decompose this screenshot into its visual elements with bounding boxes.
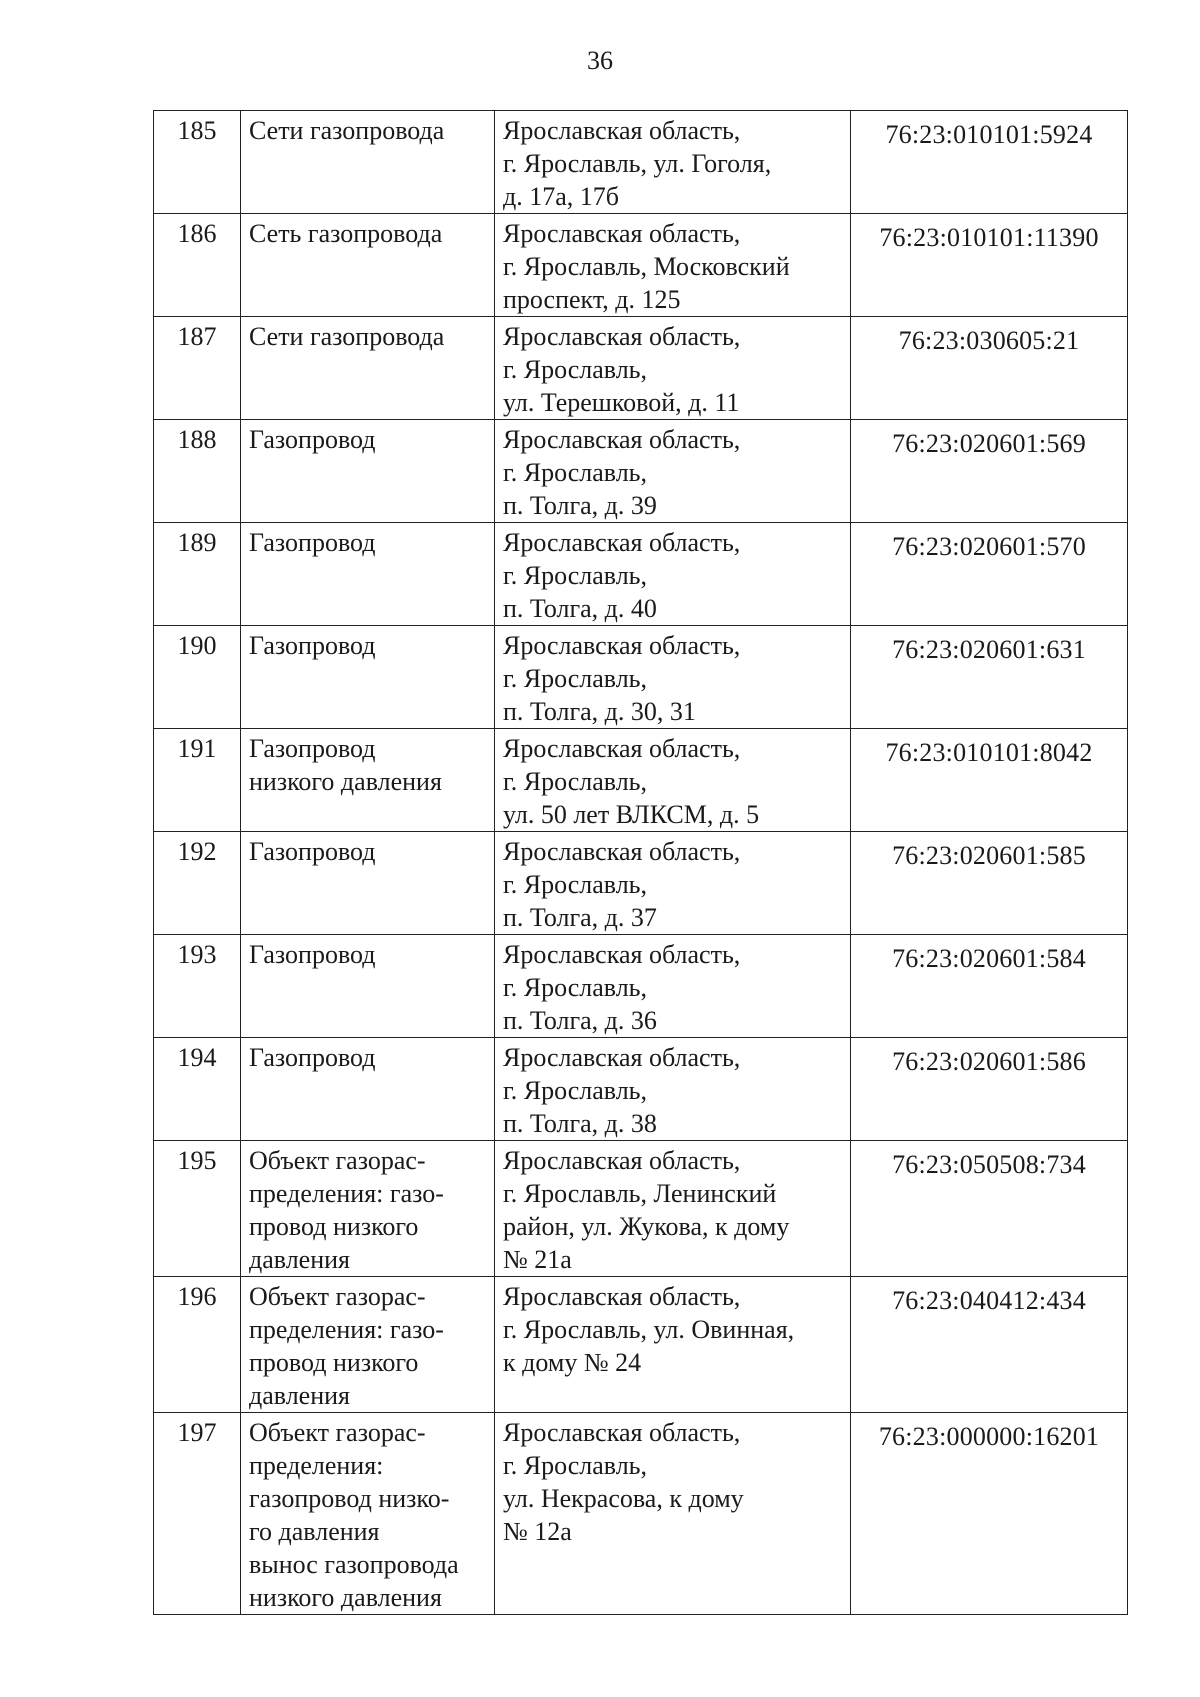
object-name: Газопровод bbox=[241, 626, 495, 729]
table-row bbox=[154, 214, 1128, 317]
row-number: 186 bbox=[154, 214, 241, 317]
cadastral-number: 76:23:010101:11390 bbox=[879, 223, 1099, 252]
object-name: Газопровод bbox=[241, 1038, 495, 1141]
cadastral-number: 76:23:020601:584 bbox=[892, 944, 1086, 973]
cadastral-number: 76:23:010101:5924 bbox=[885, 120, 1093, 149]
table-row bbox=[154, 523, 1128, 626]
row-number: 188 bbox=[154, 420, 241, 523]
row-number: 185 bbox=[154, 111, 241, 214]
row-number: 187 bbox=[154, 317, 241, 420]
row-number: 195 bbox=[154, 1141, 241, 1277]
cadastral-number: 76:23:040412:434 bbox=[892, 1286, 1086, 1315]
object-address: Ярославская область, г. Ярославль, п. Толга, д. 39 bbox=[495, 420, 851, 523]
table-row bbox=[154, 1413, 1128, 1615]
row-number: 193 bbox=[154, 935, 241, 1038]
object-name: Газопровод bbox=[241, 935, 495, 1038]
object-name: Объект газорас- пределения: газо- провод низкого давления bbox=[241, 1141, 495, 1277]
row-number: 197 bbox=[154, 1413, 241, 1615]
cadastral-number: 76:23:020601:631 bbox=[892, 635, 1086, 664]
object-name: Газопровод bbox=[241, 523, 495, 626]
object-address: Ярославская область, г. Ярославль, ул. 50 лет ВЛКСМ, д. 5 bbox=[495, 729, 851, 832]
table-row bbox=[154, 626, 1128, 729]
table-row bbox=[154, 317, 1128, 420]
object-address: Ярославская область, г. Ярославль, п. Толга, д. 40 bbox=[495, 523, 851, 626]
cadastral-number: 76:23:050508:734 bbox=[892, 1150, 1086, 1179]
object-name: Газопровод bbox=[241, 420, 495, 523]
cadastral-number: 76:23:020601:585 bbox=[892, 841, 1086, 870]
object-address: Ярославская область, г. Ярославль, Ленинский район, ул. Жукова, к дому № 21а bbox=[495, 1141, 851, 1277]
cadastral-number: 76:23:000000:16201 bbox=[878, 1422, 1100, 1451]
object-address: Ярославская область, г. Ярославль, Московский проспект, д. 125 bbox=[495, 214, 851, 317]
object-address: Ярославская область, г. Ярославль, п. Толга, д. 36 bbox=[495, 935, 851, 1038]
row-number: 192 bbox=[154, 832, 241, 935]
object-name: Сеть газопровода bbox=[241, 214, 495, 317]
row-number: 194 bbox=[154, 1038, 241, 1141]
object-name: Газопровод bbox=[241, 832, 495, 935]
object-address: Ярославская область, г. Ярославль, ул. Некрасова, к дому № 12а bbox=[495, 1413, 851, 1615]
object-address: Ярославская область, г. Ярославль, п. Толга, д. 38 bbox=[495, 1038, 851, 1141]
object-name: Сети газопровода bbox=[241, 111, 495, 214]
cadastral-number: 76:23:010101:8042 bbox=[885, 738, 1093, 767]
table-row bbox=[154, 420, 1128, 523]
object-address: Ярославская область, г. Ярославль, ул. Овинная, к дому № 24 bbox=[495, 1277, 851, 1413]
gas-pipeline-register-table bbox=[153, 110, 1128, 1615]
object-name: Объект газорас- пределения: газо- провод низкого давления bbox=[241, 1277, 495, 1413]
cadastral-number: 76:23:020601:569 bbox=[892, 429, 1086, 458]
object-name: Газопровод низкого давления bbox=[241, 729, 495, 832]
object-address: Ярославская область, г. Ярославль, ул. Гоголя, д. 17а, 17б bbox=[495, 111, 851, 214]
row-number: 191 bbox=[154, 729, 241, 832]
table-row bbox=[154, 729, 1128, 832]
table-row bbox=[154, 1141, 1128, 1277]
cadastral-number: 76:23:020601:570 bbox=[892, 532, 1086, 561]
object-address: Ярославская область, г. Ярославль, ул. Терешковой, д. 11 bbox=[495, 317, 851, 420]
table-row bbox=[154, 111, 1128, 214]
row-number: 190 bbox=[154, 626, 241, 729]
object-name: Объект газорас- пределения: газопровод низко- го давления вынос газопровода низкого давления bbox=[241, 1413, 495, 1615]
row-number: 196 bbox=[154, 1277, 241, 1413]
table-row bbox=[154, 1038, 1128, 1141]
table-row bbox=[154, 1277, 1128, 1413]
object-address: Ярославская область, г. Ярославль, п. Толга, д. 37 bbox=[495, 832, 851, 935]
page-number: 36 bbox=[587, 46, 613, 75]
cadastral-number: 76:23:030605:21 bbox=[898, 326, 1080, 355]
cadastral-number: 76:23:020601:586 bbox=[892, 1047, 1086, 1076]
object-address: Ярославская область, г. Ярославль, п. Толга, д. 30, 31 bbox=[495, 626, 851, 729]
row-number: 189 bbox=[154, 523, 241, 626]
table-row bbox=[154, 832, 1128, 935]
object-name: Сети газопровода bbox=[241, 317, 495, 420]
table-row bbox=[154, 935, 1128, 1038]
